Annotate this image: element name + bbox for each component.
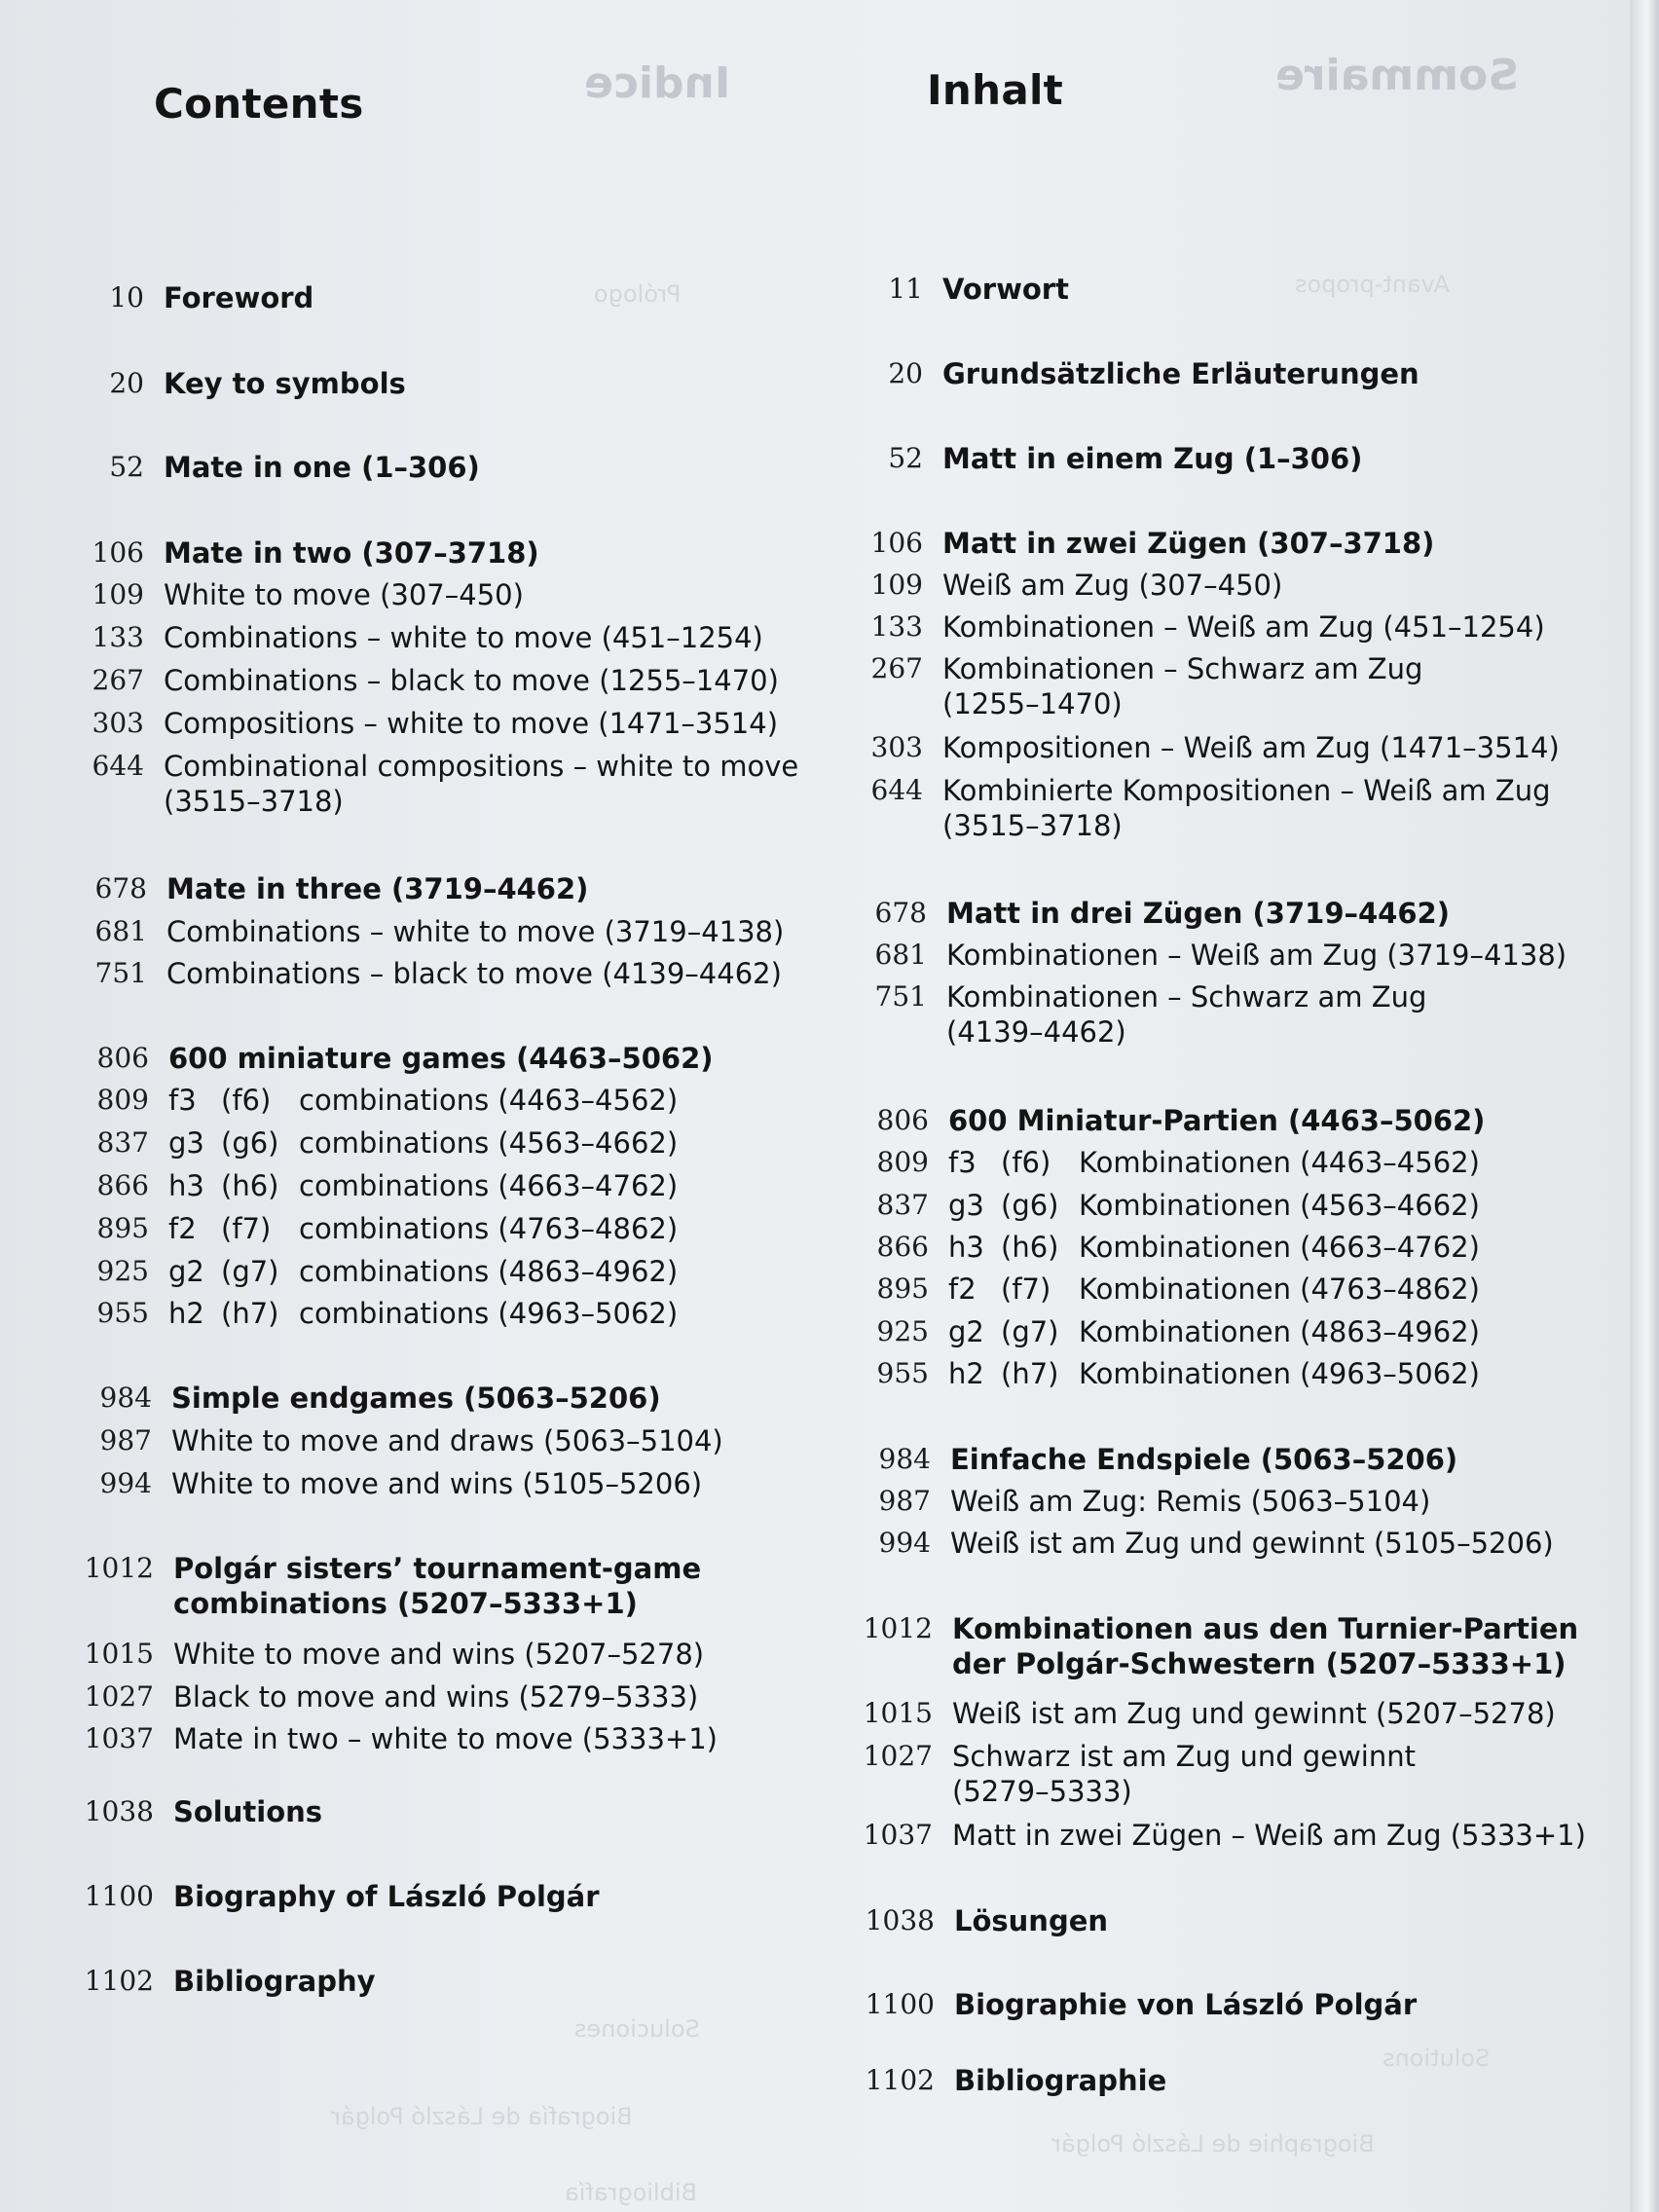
entry-title: combinations (4663–4762) [299, 1169, 679, 1202]
page-number: 984 [99, 1382, 152, 1414]
page-number: 955 [876, 1357, 929, 1389]
entry-title: Combinations – black to move (4139–4462) [166, 957, 782, 990]
entry-title: combinations (4563–4662) [299, 1126, 679, 1160]
page-number: 106 [870, 527, 923, 559]
entry-title: Black to move and wins (5279–5333) [173, 1680, 699, 1714]
entry-title: Kombinationen – Schwarz am Zug [942, 652, 1423, 685]
page-number: 1100 [865, 1988, 935, 2020]
entry-title: Combinations – black to move (1255–1470) [164, 664, 779, 697]
page-number: 987 [878, 1485, 931, 1517]
ghost-title-french: Sommaire [1275, 51, 1519, 100]
entry-title: Weiß ist am Zug und gewinnt (5207–5278) [952, 1697, 1556, 1730]
move-label: f2 [948, 1272, 977, 1306]
entry-title-continued: (5279–5333) [952, 1775, 1132, 1808]
entry-text-group [164, 366, 406, 401]
reply-label: (g6) [221, 1126, 279, 1160]
reply-label: (g6) [1001, 1189, 1059, 1222]
entry-text-group [173, 1721, 718, 1756]
entry-title: 600 Miniatur-Partien (4463–5062) [948, 1104, 1486, 1137]
entry-text-group [942, 356, 1419, 391]
ghost-fragment: Bibliografía [565, 2179, 698, 2206]
entry-title-continued: der Polgár-Schwestern (5207–5333+1) [952, 1647, 1567, 1680]
entry-title: combinations (4863–4962) [299, 1255, 679, 1288]
entry-title-continued: (4139–4462) [946, 1015, 1126, 1049]
entry-text-group [164, 577, 524, 612]
entry-title: Einfache Endspiele (5063–5206) [950, 1443, 1458, 1476]
entry-title: Kombinationen (4663–4762) [1079, 1231, 1480, 1264]
page-number: 1015 [84, 1638, 154, 1670]
inhalt-title: Inhalt [927, 66, 1064, 114]
move-label: f3 [168, 1084, 197, 1117]
ghost-fragment: Avant-propos [1295, 271, 1450, 298]
move-label: f2 [168, 1212, 197, 1245]
page-number: 1027 [84, 1680, 154, 1713]
page-number: 678 [874, 897, 927, 929]
move-label: g2 [168, 1255, 204, 1288]
page-number: 11 [888, 273, 923, 305]
entry-text-group [171, 1466, 702, 1501]
entry-text-group [164, 706, 778, 741]
entry-text-group [171, 1423, 723, 1458]
entry-text-group [942, 526, 1434, 561]
entry-title: Kombinierte Kompositionen – Weiß am Zug [942, 774, 1551, 807]
page-number: 1037 [84, 1722, 154, 1754]
entry-title: Combinations – white to move (451–1254) [164, 621, 763, 654]
entry-title: Key to symbols [164, 367, 406, 400]
entry-text-group [952, 1739, 1416, 1809]
entry-title: Grundsätzliche Erläuterungen [942, 357, 1419, 390]
page-number: 984 [878, 1443, 931, 1475]
entry-title: White to move (307–450) [164, 578, 524, 611]
entry-title: White to move and draws (5063–5104) [171, 1424, 723, 1457]
page-number: 1027 [863, 1740, 933, 1772]
entry-title: Mate in one (1–306) [164, 451, 480, 484]
entry-text-group [166, 956, 782, 991]
reply-label: (h7) [221, 1297, 279, 1330]
page-number: 806 [876, 1104, 929, 1136]
entry-title: Polgár sisters’ tournament-game [173, 1552, 702, 1585]
entry-title: Lösungen [954, 1904, 1109, 1937]
entry-title: Foreword [164, 281, 314, 314]
entry-title: Weiß am Zug (307–450) [942, 569, 1283, 602]
reply-label: (h7) [1001, 1357, 1059, 1390]
page-number: 133 [870, 610, 923, 643]
page-number: 1100 [84, 1880, 154, 1912]
entry-text-group [942, 441, 1362, 476]
reply-label: (g7) [221, 1255, 279, 1288]
entry-title: Weiß ist am Zug und gewinnt (5105–5206) [950, 1527, 1554, 1560]
entry-text-group [173, 1964, 376, 1999]
entry-text-group [948, 1103, 1485, 1138]
entry-title: Matt in zwei Zügen (307–3718) [942, 527, 1435, 560]
entry-text-group [942, 568, 1282, 603]
entry-text-group [954, 1987, 1417, 2022]
page-number: 644 [870, 774, 923, 806]
page-number: 303 [92, 707, 144, 739]
reply-label: (h6) [221, 1169, 279, 1202]
page-number: 1038 [865, 1904, 935, 1936]
entry-text-group [952, 1696, 1556, 1731]
page-number: 751 [94, 957, 147, 989]
entry-title: Vorwort [942, 273, 1069, 306]
entry-title: 600 miniature games (4463–5062) [168, 1042, 714, 1075]
reply-label: (f7) [1001, 1272, 1051, 1306]
entry-title: Compositions – white to move (1471–3514) [164, 707, 779, 740]
entry-title: Kombinationen – Schwarz am Zug [946, 980, 1427, 1014]
entry-text-group [173, 1551, 701, 1621]
entry-title: Bibliography [173, 1965, 376, 1998]
page-number: 678 [94, 872, 147, 904]
page-number: 109 [870, 569, 923, 601]
page-number: 987 [99, 1424, 152, 1456]
page-number: 994 [878, 1527, 931, 1559]
page-number: 895 [876, 1272, 929, 1305]
entry-text-group [954, 1903, 1108, 1938]
entry-title: Mate in two – white to move (5333+1) [173, 1722, 718, 1755]
entry-text-group [952, 1818, 1586, 1853]
entry-text-group [166, 914, 784, 949]
entry-title-continued: (3515–3718) [164, 785, 344, 818]
entry-text-group [946, 938, 1567, 973]
ghost-title-spanish: Indice [584, 58, 731, 108]
entry-title: Matt in drei Zügen (3719–4462) [946, 897, 1450, 930]
entry-text-group [168, 1041, 714, 1076]
page-number: 681 [94, 915, 147, 947]
entry-text-group [950, 1442, 1457, 1477]
entry-text-group [164, 749, 798, 819]
entry-title: White to move and wins (5207–5278) [173, 1638, 705, 1671]
entry-title: Biography of László Polgár [173, 1880, 600, 1913]
move-label: g3 [168, 1126, 204, 1160]
page-number: 895 [96, 1212, 149, 1244]
page-number: 866 [876, 1231, 929, 1263]
page-number: 20 [109, 367, 144, 399]
move-label: h3 [948, 1231, 984, 1264]
entry-text-group [942, 651, 1422, 721]
move-label: g3 [948, 1189, 984, 1222]
entry-title: combinations (4463–4562) [299, 1084, 679, 1117]
page-number: 267 [92, 664, 144, 696]
entry-text-group [166, 871, 588, 906]
page-number: 1015 [863, 1697, 933, 1729]
page-number: 809 [876, 1146, 929, 1178]
entry-text-group [171, 1381, 661, 1416]
entry-title: White to move and wins (5105–5206) [171, 1467, 703, 1500]
ghost-fragment: Prólogo [594, 280, 682, 308]
move-label: h3 [168, 1169, 204, 1202]
entry-title: Bibliographie [954, 2064, 1167, 2097]
entry-text-group [950, 1484, 1430, 1519]
entry-text-group [942, 773, 1551, 843]
page-number: 1037 [863, 1819, 933, 1851]
page-number: 994 [99, 1467, 152, 1499]
entry-title: Kompositionen – Weiß am Zug (1471–3514) [942, 731, 1560, 764]
page-edge [1630, 0, 1659, 2212]
page-number: 925 [96, 1255, 149, 1287]
entry-title: Combinations – white to move (3719–4138) [166, 915, 785, 948]
page-number: 644 [92, 750, 144, 782]
entry-text-group [952, 1611, 1578, 1681]
entry-title: Kombinationen (4963–5062) [1079, 1357, 1480, 1390]
page-number: 1038 [84, 1795, 154, 1827]
page-number: 1102 [865, 2064, 935, 2096]
entry-title: Kombinationen (4463–4562) [1079, 1146, 1480, 1179]
entry-title: Simple endgames (5063–5206) [171, 1382, 661, 1415]
page-number: 866 [96, 1169, 149, 1201]
entry-title: Solutions [173, 1795, 323, 1828]
page-number: 925 [876, 1315, 929, 1347]
page-number: 10 [109, 281, 144, 313]
entry-title: Kombinationen (4563–4662) [1079, 1189, 1480, 1222]
entry-text-group [942, 609, 1545, 645]
reply-label: (f6) [221, 1084, 272, 1117]
entry-text-group [942, 730, 1560, 765]
page-number: 267 [870, 652, 923, 684]
entry-text-group [164, 620, 763, 655]
entry-text-group [164, 535, 539, 571]
page-number: 109 [92, 578, 144, 610]
entry-text-group [164, 663, 779, 698]
page-number: 106 [92, 536, 144, 569]
entry-text-group [946, 979, 1426, 1050]
reply-label: (f6) [1001, 1146, 1051, 1179]
page-number: 837 [876, 1189, 929, 1221]
entry-title: Mate in three (3719–4462) [166, 872, 589, 905]
page-number: 303 [870, 731, 923, 763]
entry-text-group [954, 2063, 1166, 2098]
contents-column-german [847, 0, 1626, 2212]
page-number: 1012 [84, 1552, 154, 1584]
page-number: 681 [874, 939, 927, 971]
page-number: 20 [888, 357, 923, 389]
page-number: 809 [96, 1084, 149, 1116]
entry-title-continued: (3515–3718) [942, 809, 1123, 842]
entry-title: Biographie von László Polgár [954, 1988, 1418, 2021]
entry-text-group [164, 450, 480, 485]
ghost-fragment: Soluciones [574, 2015, 700, 2043]
entry-text-group [950, 1526, 1554, 1561]
contents-column-english [68, 0, 799, 2212]
reply-label: (h6) [1001, 1231, 1059, 1264]
page-number: 52 [888, 442, 923, 474]
entry-title: Kombinationen (4763–4862) [1079, 1272, 1480, 1306]
contents-title: Contents [154, 80, 364, 128]
move-label: h2 [948, 1357, 984, 1390]
entry-title: Matt in einem Zug (1–306) [942, 442, 1363, 475]
entry-title-continued: (1255–1470) [942, 687, 1123, 720]
page-number: 955 [96, 1297, 149, 1329]
entry-text-group [942, 272, 1069, 307]
page-number: 1102 [84, 1965, 154, 1997]
entry-text-group [946, 896, 1450, 931]
page-number: 52 [109, 451, 144, 483]
entry-title: combinations (4963–5062) [299, 1297, 679, 1330]
page-number: 751 [874, 980, 927, 1013]
page-number: 806 [96, 1042, 149, 1074]
entry-title-continued: combinations (5207–5333+1) [173, 1587, 638, 1620]
entry-text-group [173, 1879, 600, 1914]
entry-title: Matt in zwei Zügen – Weiß am Zug (5333+1) [952, 1819, 1586, 1852]
entry-text-group [173, 1637, 704, 1672]
reply-label: (f7) [221, 1212, 272, 1245]
entry-text-group [164, 280, 313, 315]
entry-title: Kombinationen – Weiß am Zug (3719–4138) [946, 939, 1567, 972]
entry-title: Kombinationen – Weiß am Zug (451–1254) [942, 610, 1545, 644]
entry-text-group [173, 1794, 322, 1829]
entry-title: Kombinationen (4863–4962) [1079, 1315, 1480, 1348]
entry-title: Mate in two (307–3718) [164, 536, 539, 570]
entry-text-group [173, 1679, 698, 1714]
entry-title: Kombinationen aus den Turnier-Partien [952, 1612, 1579, 1645]
reply-label: (g7) [1001, 1315, 1059, 1348]
move-label: f3 [948, 1146, 977, 1179]
ghost-fragment: Biografía de László Polgár [331, 2103, 633, 2130]
move-label: g2 [948, 1315, 984, 1348]
move-label: h2 [168, 1297, 204, 1330]
entry-title: Schwarz ist am Zug und gewinnt [952, 1740, 1416, 1773]
entry-title: Combinational compositions – white to move [164, 750, 799, 783]
page-number: 837 [96, 1126, 149, 1159]
entry-title: combinations (4763–4862) [299, 1212, 679, 1245]
ghost-fragment: Biographie de László Polgár [1051, 2130, 1375, 2157]
entry-title: Weiß am Zug: Remis (5063–5104) [950, 1485, 1431, 1518]
page-number: 1012 [863, 1612, 933, 1644]
ghost-fragment: Solutions [1382, 2045, 1491, 2072]
page-number: 133 [92, 621, 144, 653]
